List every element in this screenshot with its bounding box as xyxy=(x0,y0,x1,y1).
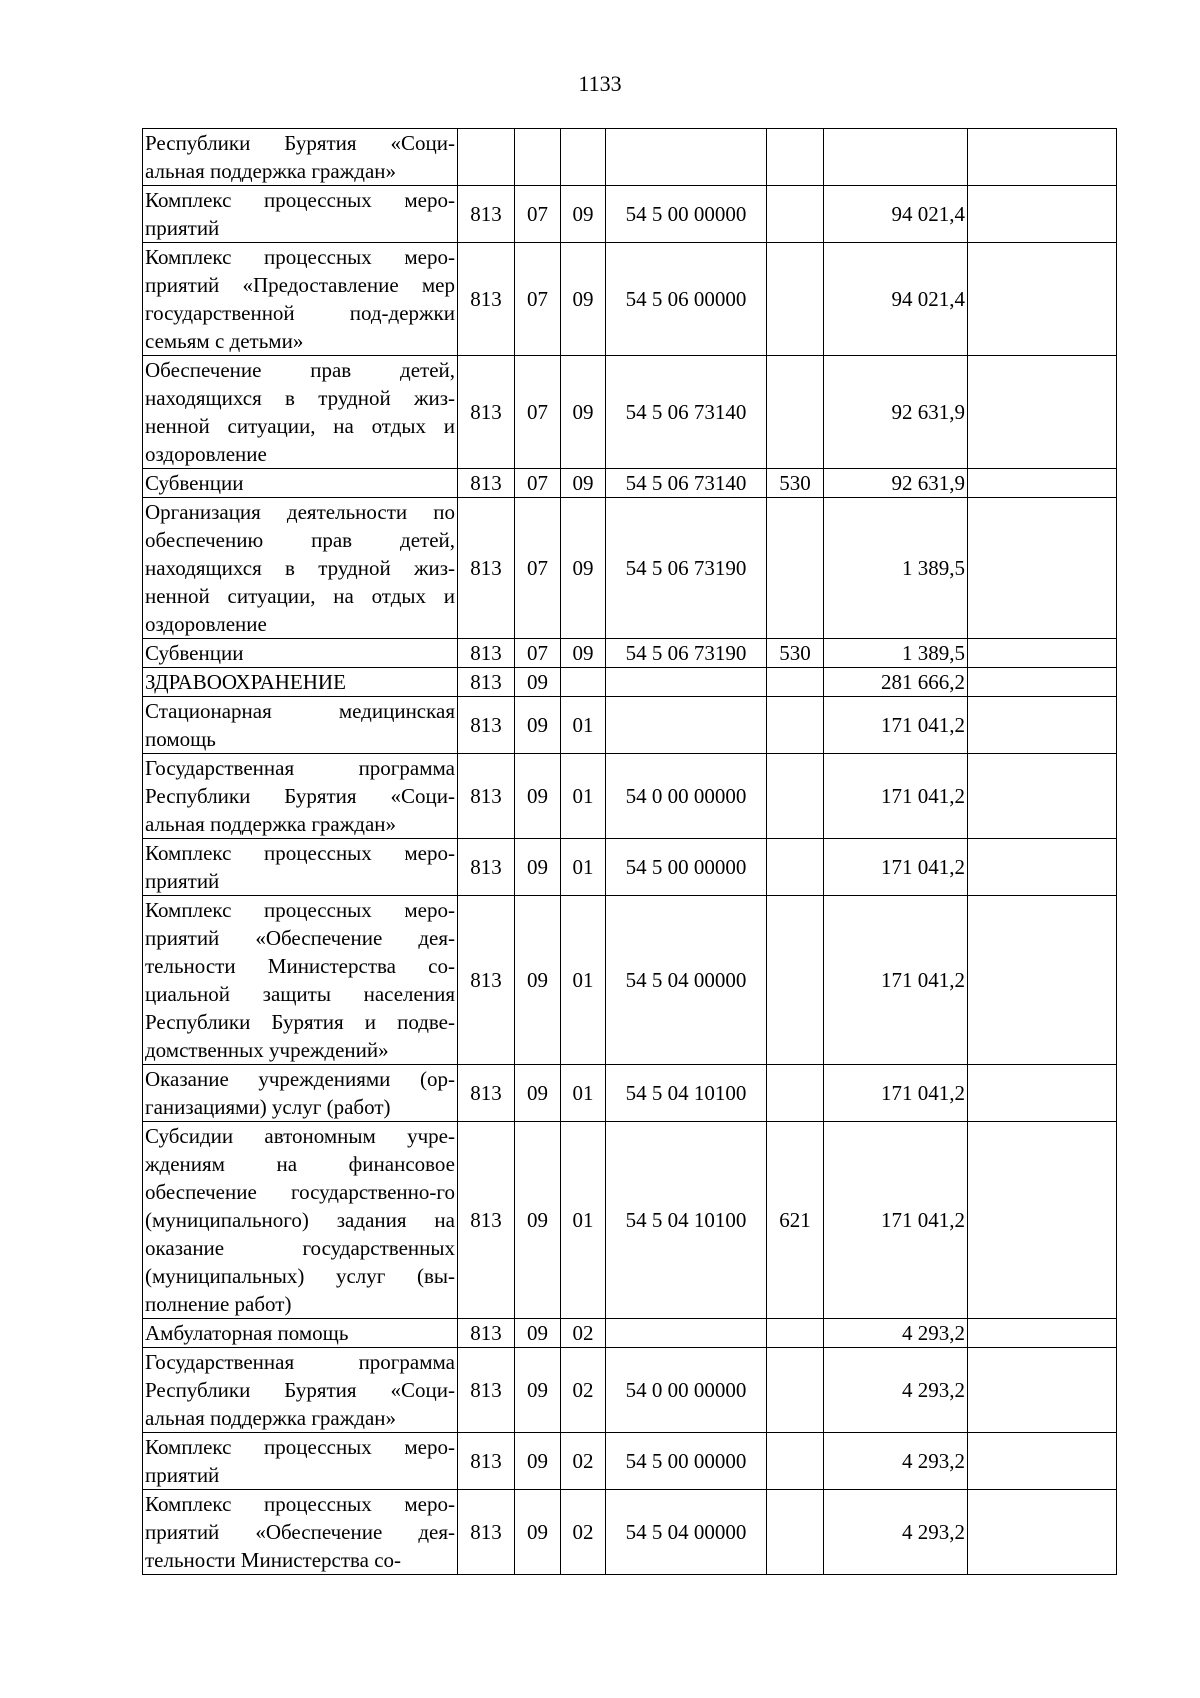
table-row xyxy=(143,356,1117,469)
expense-type-code xyxy=(767,243,824,356)
target-item-code: 54 5 04 00000 xyxy=(606,896,767,1065)
table-row xyxy=(143,498,1117,639)
section-code: 09 xyxy=(515,668,561,697)
row-name: Амбулаторная помощь xyxy=(143,1319,458,1348)
target-item-code: 54 5 06 00000 xyxy=(606,243,767,356)
table-row xyxy=(143,1348,1117,1433)
target-item-code: 54 0 00 00000 xyxy=(606,1348,767,1433)
empty-cell xyxy=(968,186,1117,243)
expense-type-code xyxy=(767,839,824,896)
table-row xyxy=(143,839,1117,896)
row-name: Комплекс процессных меро-приятий «Обеспечение дея-тельности Министерства со-циальной защиты населения Республики Бурятия и подве-домственных учреждений» xyxy=(143,896,458,1065)
table-row xyxy=(143,697,1117,754)
section-code: 09 xyxy=(515,1433,561,1490)
amount: 4 293,2 xyxy=(824,1433,968,1490)
subsection-code: 09 xyxy=(561,243,606,356)
section-code: 07 xyxy=(515,498,561,639)
table-row xyxy=(143,243,1117,356)
target-item-code: 54 5 06 73190 xyxy=(606,639,767,668)
expense-type-code: 621 xyxy=(767,1122,824,1319)
subsection-code: 02 xyxy=(561,1348,606,1433)
row-name: Оказание учреждениями (ор-ганизациями) услуг (работ) xyxy=(143,1065,458,1122)
target-item-code: 54 5 00 00000 xyxy=(606,1433,767,1490)
empty-cell xyxy=(968,754,1117,839)
subsection-code: 01 xyxy=(561,754,606,839)
amount: 92 631,9 xyxy=(824,356,968,469)
amount: 171 041,2 xyxy=(824,1065,968,1122)
target-item-code xyxy=(606,1319,767,1348)
table-row xyxy=(143,1122,1117,1319)
expense-type-code xyxy=(767,1348,824,1433)
ministry-code: 813 xyxy=(458,639,515,668)
amount: 92 631,9 xyxy=(824,469,968,498)
row-name: Субвенции xyxy=(143,639,458,668)
amount: 171 041,2 xyxy=(824,697,968,754)
section-code: 09 xyxy=(515,754,561,839)
row-name: Субвенции xyxy=(143,469,458,498)
ministry-code: 813 xyxy=(458,1122,515,1319)
section-code: 07 xyxy=(515,356,561,469)
target-item-code: 54 0 00 00000 xyxy=(606,754,767,839)
row-name: ЗДРАВООХРАНЕНИЕ xyxy=(143,668,458,697)
empty-cell xyxy=(968,668,1117,697)
empty-cell xyxy=(968,896,1117,1065)
empty-cell xyxy=(968,243,1117,356)
section-code: 09 xyxy=(515,1122,561,1319)
row-name: Комплекс процессных меро-приятий xyxy=(143,1433,458,1490)
target-item-code xyxy=(606,697,767,754)
ministry-code: 813 xyxy=(458,1433,515,1490)
table-row xyxy=(143,668,1117,697)
row-name: Комплекс процессных меро-приятий «Обеспечение дея-тельности Министерства со- xyxy=(143,1490,458,1575)
expense-type-code xyxy=(767,186,824,243)
amount: 1 389,5 xyxy=(824,498,968,639)
section-code: 07 xyxy=(515,639,561,668)
expense-type-code xyxy=(767,356,824,469)
ministry-code: 813 xyxy=(458,356,515,469)
ministry-code: 813 xyxy=(458,469,515,498)
ministry-code: 813 xyxy=(458,243,515,356)
row-name: Комплекс процессных меро-приятий xyxy=(143,839,458,896)
row-name: Комплекс процессных меро-приятий xyxy=(143,186,458,243)
budget-table xyxy=(142,128,1117,1575)
target-item-code: 54 5 00 00000 xyxy=(606,186,767,243)
target-item-code: 54 5 00 00000 xyxy=(606,839,767,896)
amount: 94 021,4 xyxy=(824,243,968,356)
empty-cell xyxy=(968,469,1117,498)
section-code: 07 xyxy=(515,469,561,498)
page-number: 1133 xyxy=(578,71,622,96)
table-row xyxy=(143,1319,1117,1348)
target-item-code: 54 5 04 10100 xyxy=(606,1065,767,1122)
target-item-code: 54 5 06 73140 xyxy=(606,356,767,469)
amount: 171 041,2 xyxy=(824,1122,968,1319)
subsection-code: 09 xyxy=(561,356,606,469)
empty-cell xyxy=(968,1319,1117,1348)
amount: 171 041,2 xyxy=(824,839,968,896)
ministry-code: 813 xyxy=(458,839,515,896)
subsection-code: 02 xyxy=(561,1433,606,1490)
table-row xyxy=(143,639,1117,668)
section-code: 09 xyxy=(515,1319,561,1348)
empty-cell xyxy=(968,129,1117,186)
target-item-code: 54 5 06 73190 xyxy=(606,498,767,639)
expense-type-code xyxy=(767,1319,824,1348)
ministry-code: 813 xyxy=(458,697,515,754)
empty-cell xyxy=(968,1122,1117,1319)
section-code xyxy=(515,129,561,186)
amount: 281 666,2 xyxy=(824,668,968,697)
expense-type-code xyxy=(767,1065,824,1122)
row-name: Государственная программа Республики Бурятия «Соци-альная поддержка граждан» xyxy=(143,1348,458,1433)
subsection-code: 01 xyxy=(561,839,606,896)
amount: 171 041,2 xyxy=(824,896,968,1065)
subsection-code: 09 xyxy=(561,498,606,639)
table-row xyxy=(143,1065,1117,1122)
ministry-code: 813 xyxy=(458,1348,515,1433)
expense-type-code xyxy=(767,754,824,839)
amount: 4 293,2 xyxy=(824,1490,968,1575)
subsection-code: 09 xyxy=(561,186,606,243)
subsection-code: 02 xyxy=(561,1319,606,1348)
expense-type-code xyxy=(767,668,824,697)
subsection-code: 09 xyxy=(561,639,606,668)
section-code: 09 xyxy=(515,896,561,1065)
table-row xyxy=(143,129,1117,186)
target-item-code: 54 5 04 00000 xyxy=(606,1490,767,1575)
ministry-code: 813 xyxy=(458,754,515,839)
ministry-code: 813 xyxy=(458,186,515,243)
table-row xyxy=(143,896,1117,1065)
ministry-code xyxy=(458,129,515,186)
row-name: Стационарная медицинская помощь xyxy=(143,697,458,754)
section-code: 09 xyxy=(515,1490,561,1575)
expense-type-code: 530 xyxy=(767,469,824,498)
subsection-code: 09 xyxy=(561,469,606,498)
section-code: 09 xyxy=(515,1065,561,1122)
empty-cell xyxy=(968,498,1117,639)
amount: 94 021,4 xyxy=(824,186,968,243)
amount: 4 293,2 xyxy=(824,1319,968,1348)
ministry-code: 813 xyxy=(458,668,515,697)
target-item-code: 54 5 04 10100 xyxy=(606,1122,767,1319)
empty-cell xyxy=(968,1490,1117,1575)
ministry-code: 813 xyxy=(458,1065,515,1122)
empty-cell xyxy=(968,839,1117,896)
ministry-code: 813 xyxy=(458,1490,515,1575)
table-row xyxy=(143,1490,1117,1575)
amount xyxy=(824,129,968,186)
empty-cell xyxy=(968,697,1117,754)
empty-cell xyxy=(968,1065,1117,1122)
section-code: 07 xyxy=(515,243,561,356)
ministry-code: 813 xyxy=(458,1319,515,1348)
row-name: Государственная программа Республики Бурятия «Соци-альная поддержка граждан» xyxy=(143,754,458,839)
row-name: Субсидии автономным учре-ждениям на финансовое обеспечение государственно-го (муниципального) задания на оказание государственных (муниципальных) услуг (вы-полнение работ) xyxy=(143,1122,458,1319)
table-row xyxy=(143,186,1117,243)
row-name: Обеспечение прав детей, находящихся в трудной жиз-ненной ситуации, на отдых и оздоровление xyxy=(143,356,458,469)
empty-cell xyxy=(968,639,1117,668)
table-body xyxy=(143,129,1117,1575)
ministry-code: 813 xyxy=(458,896,515,1065)
ministry-code: 813 xyxy=(458,498,515,639)
subsection-code: 01 xyxy=(561,1065,606,1122)
amount: 1 389,5 xyxy=(824,639,968,668)
table-row xyxy=(143,754,1117,839)
subsection-code: 01 xyxy=(561,1122,606,1319)
section-code: 09 xyxy=(515,839,561,896)
subsection-code: 01 xyxy=(561,697,606,754)
table-row xyxy=(143,1433,1117,1490)
empty-cell xyxy=(968,1348,1117,1433)
expense-type-code xyxy=(767,1433,824,1490)
expense-type-code xyxy=(767,1490,824,1575)
expense-type-code xyxy=(767,896,824,1065)
target-item-code xyxy=(606,129,767,186)
subsection-code xyxy=(561,668,606,697)
row-name: Республики Бурятия «Соци-альная поддержка граждан» xyxy=(143,129,458,186)
empty-cell xyxy=(968,1433,1117,1490)
section-code: 09 xyxy=(515,1348,561,1433)
amount: 171 041,2 xyxy=(824,754,968,839)
empty-cell xyxy=(968,356,1117,469)
target-item-code: 54 5 06 73140 xyxy=(606,469,767,498)
section-code: 07 xyxy=(515,186,561,243)
row-name: Организация деятельности по обеспечению прав детей, находящихся в трудной жиз-ненной ситуации, на отдых и оздоровление xyxy=(143,498,458,639)
amount: 4 293,2 xyxy=(824,1348,968,1433)
subsection-code: 01 xyxy=(561,896,606,1065)
target-item-code xyxy=(606,668,767,697)
expense-type-code: 530 xyxy=(767,639,824,668)
expense-type-code xyxy=(767,498,824,639)
expense-type-code xyxy=(767,697,824,754)
table-row xyxy=(143,469,1117,498)
row-name: Комплекс процессных меро-приятий «Предоставление мер государственной под-держки семьям с детьми» xyxy=(143,243,458,356)
subsection-code xyxy=(561,129,606,186)
expense-type-code xyxy=(767,129,824,186)
section-code: 09 xyxy=(515,697,561,754)
subsection-code: 02 xyxy=(561,1490,606,1575)
